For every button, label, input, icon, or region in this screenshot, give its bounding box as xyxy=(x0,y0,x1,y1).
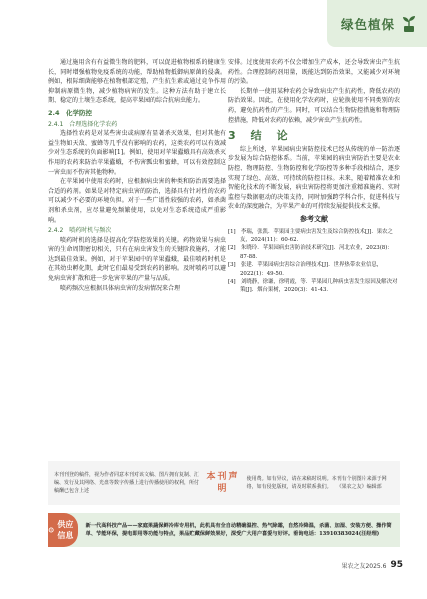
paragraph: 喷药时机的选择是提高化学防控效果的关键。药物效果与病虫害的生命周期密切相关，只有在病虫害发生的关键阶段施药，才能达到最佳效果。例如，对于苹果园中的苹果蠹蛾，最佳喷药时机是在其幼虫孵化期，此时它们最易受到农药的影响。及时喷药可以避免病虫害扩散和进一步危害苹果的产量与品质。 xyxy=(48,236,226,283)
reference-item: [2] 朱晓玲．苹果园病虫害防治技术研究[J]．河北农业，2023(8)：87-88． xyxy=(228,245,393,260)
section-title: 绿色植保 xyxy=(340,16,395,32)
reference-item: [1] 李瑞，张凯．苹果园主要病虫害发生及综合防控技术[J]．果农之友，2024(11)：60-62． xyxy=(228,228,393,243)
subsection-heading-2-4-1: 2.4.1 合理选择化学农药 xyxy=(48,120,118,128)
subsection-heading-2-4-2: 2.4.2 喷药时机与频次 xyxy=(48,227,112,235)
reference-item: [3] 张建．苹果园病虫害综合治理技术[J]．世界热带农业信息，2022(1)：49-50． xyxy=(228,262,383,277)
paragraph: 长期单一使用某种农药会导致病虫产生抗药性，降低农药的防治效果。因此，在使用化学农药时，应轮换使用不同类别的农药，避免抗药性的产生。同时，可以结合生物防控措施和物理防控措施，降低对农药的依赖，减少害虫产生抗药性。 xyxy=(228,87,400,124)
paragraph: 选择性农药是对某些害虫或病原有显著杀灭效果，但对其他有益生物如天敌、蜜蜂等几乎没有影响的农药，这类农药可以有效减少对生态系统的负面影响[1]。例如，使用对苹果蠹蛾具有高效杀灭作用的农药来防治苹果蠹蛾，不伤害瓢虫和蜜蜂，可以有效控制这一害虫而不伤害其他物种。 xyxy=(48,130,226,176)
sprout-icon xyxy=(401,15,417,33)
notice-title: 本刊声明 xyxy=(206,472,240,494)
page-footer xyxy=(341,560,403,570)
page-number: 95 xyxy=(390,560,403,570)
footer-journal: 果农之友2025.6 xyxy=(341,562,387,570)
section-header xyxy=(327,0,427,47)
notice-text-left: 本刊刊登的稿件，视为作者同意本刊对该文稿、图片拥有复制、汇编、发行及其网络、光盘等数字传播上进行传播使用的权利，所付稿酬已包含上述 xyxy=(54,471,200,495)
paragraph: 喷药频次应根据具体病虫害的发病情况来合理 xyxy=(60,284,181,292)
left-column xyxy=(48,58,226,293)
notice-text-right: 使用费。如有异议，请在来稿时说明。本刊有个别图片来源于网络，如有侵犯版权，请及时联系我们。 《果农之友》编辑部 xyxy=(246,475,387,490)
gear-icon xyxy=(48,525,54,535)
paragraph: 通过施用含有有益微生物的肥料，可以促进植物根系的健康生长，同时增强植物免疫系统的功能，帮助植物抵御病原菌的侵袭。例如，根际细菌能够在植物根部定殖，产生抗生素或通过竞争作用抑制病原微生物，减少植物病害的发生。这种方法有助于建立长期、稳定的土壤生态系统，提高苹果园的综合抗病虫能力。 xyxy=(48,59,226,105)
paragraph: 综上所述，苹果园病虫害防控技术已经从传统的单一防治逐步发展为综合防控体系。当前，苹果园的病虫害防治主要是农业防控、物理防控、生物防控和化学防控等多种手段相结合，逐步实现了绿色、高效、可持续的防控目标。未来，随着精准农业和智能化技术的不断发展，病虫害防控将更加注重精准施药、实时监控与数据驱动的决策支持，同时加强跨学科合作，促进科技与农业的深度融合，为苹果产业的可持续发展提供技术支撑。 xyxy=(228,145,400,211)
supply-info-banner xyxy=(48,513,400,547)
paragraph: 安排。过度使用农药不仅会增加生产成本，还会导致害虫产生抗药性。合理控制药剂用量，既能达到防治效果，又能减少对环境的污染。 xyxy=(228,59,400,86)
journal-notice xyxy=(48,461,400,505)
right-column xyxy=(228,58,400,295)
paragraph: 在苹果园中使用农药时，应根据病虫害的种类和防治需要选择合适的药剂。如果是对特定病虫害的防治，选择具有针对性的农药可以减少不必要的环境负担。对于一些广谱性较强的农药，如杀菌剂和杀虫剂，应尽量避免频繁使用，以免对生态系统造成严重影响。 xyxy=(48,178,226,224)
references-title: 参考文献 xyxy=(300,214,328,223)
section-heading-conclusion: 3 结 论 xyxy=(228,129,290,143)
supply-text: 新一代高科技产品——家庭果蔬保鲜冷库专用机，此机具有全自动精确温控、热气除霜，自然冷降温，杀菌、加湿、安装方便、操作简单、节能环保，提电即用等功能与特点，果品贮藏保鲜效果好，深受广大用户喜爱与好评。垂询电话：13910383024(汪经理) xyxy=(85,522,392,537)
supply-badge-label: 供应信息 xyxy=(57,520,74,540)
reference-item: [4] 刘晓静，徐谦，徐明霞，等．苹果园几种病虫害发生原因及解决对策[J]．烟台果树，2020(3)：41-43． xyxy=(228,278,398,294)
section-heading-2-4: 2.4 化学防控 xyxy=(48,108,93,117)
supply-badge xyxy=(48,513,78,547)
